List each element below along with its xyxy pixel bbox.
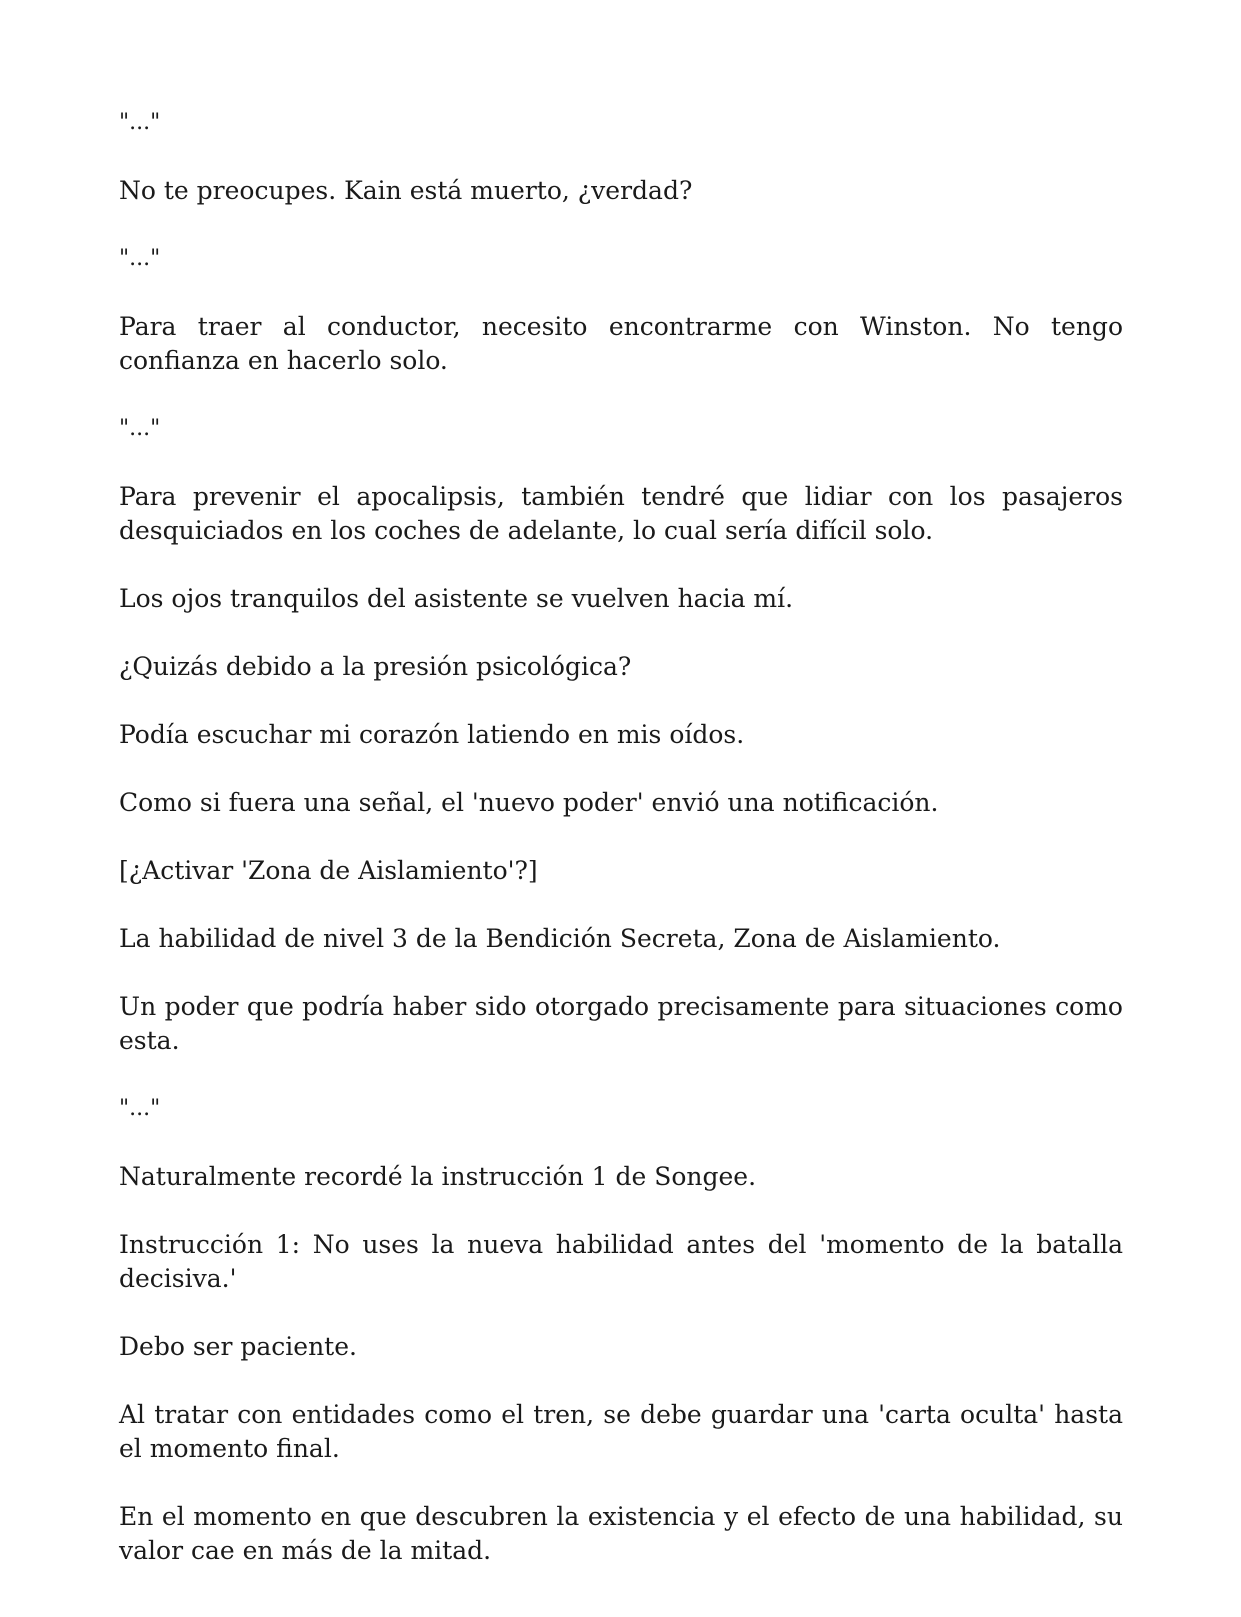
document-body [119,106,1123,1602]
paragraph: ¿Quizás debido a la presión psicológica? [119,652,632,681]
paragraph: Instrucción 1: No uses la nueva habilidad antes del 'momento de la batalla decisiva.' [119,1230,1123,1293]
paragraph: En el momento en que descubren la existencia y el efecto de una habilidad, su valor cae en más de la mitad. [119,1502,1123,1565]
paragraph: La habilidad de nivel 3 de la Bendición Secreta, Zona de Aislamiento. [119,924,1001,953]
paragraph: Al tratar con entidades como el tren, se debe guardar una 'carta oculta' hasta el momento final. [119,1400,1123,1463]
paragraph: Un poder que podría haber sido otorgado precisamente para situaciones como esta. [119,992,1123,1055]
paragraph: Naturalmente recordé la instrucción 1 de Songee. [119,1162,757,1191]
paragraph: Para prevenir el apocalipsis, también tendré que lidiar con los pasajeros desquiciados en los coches de adelante, lo cual sería difícil solo. [119,482,1123,545]
dialogue-ellipsis: "..." [119,246,161,271]
system-notification: [¿Activar 'Zona de Aislamiento'?] [119,856,538,885]
dialogue-ellipsis: "..." [119,416,161,441]
dialogue-ellipsis: "..." [119,110,161,135]
paragraph: Podía escuchar mi corazón latiendo en mis oídos. [119,720,745,749]
paragraph: Los ojos tranquilos del asistente se vuelven hacia mí. [119,584,794,613]
paragraph: No te preocupes. Kain está muerto, ¿verdad? [119,176,693,205]
paragraph: Debo ser paciente. [119,1332,357,1361]
dialogue-ellipsis: "..." [119,1096,161,1121]
paragraph: Como si fuera una señal, el 'nuevo poder' envió una notificación. [119,788,939,817]
paragraph: Para traer al conductor, necesito encontrarme con Winston. No tengo confianza en hacerlo solo. [119,312,1123,375]
